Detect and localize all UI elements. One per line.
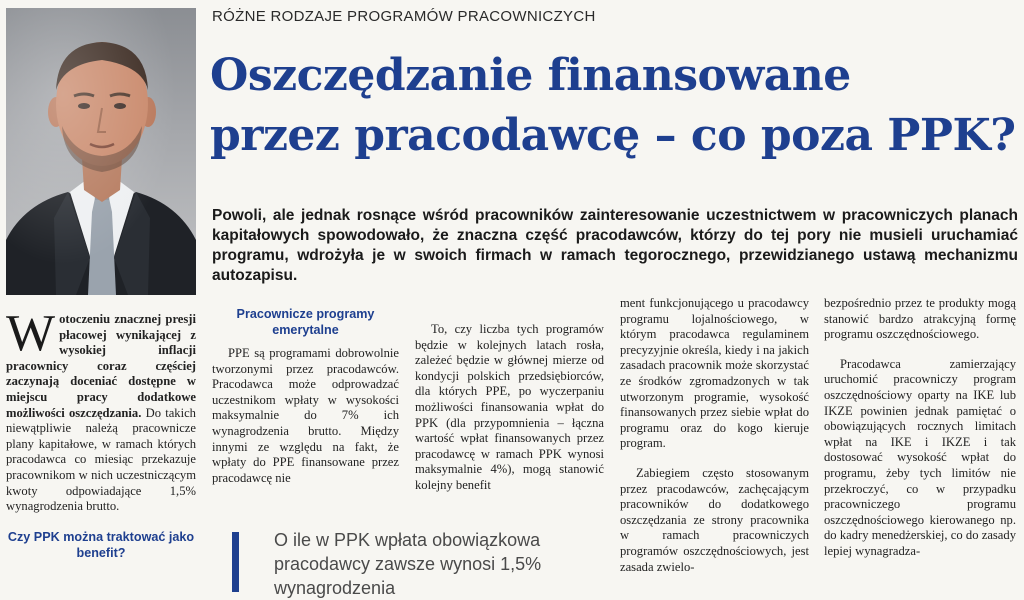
pull-quote — [232, 526, 604, 598]
author-photo — [6, 8, 196, 295]
section-kicker: RÓŻNE RODZAJE PROGRAMÓW PRACOWNICZYCH — [212, 8, 596, 25]
column-5-paragraph-2: Pracodawca zamierzający uruchomić pracowniczy program oszczędnościowy oparty na IKE lub IKZE powinien jednak pamiętać o obowiązujących rocznych limitach wpłat na IKE i IKZE i tak dostosować wysokość wpłat do programu, żeby tych limitów nie przekroczyć, co w przypadku pracowniczego programu oszczędnościowego kierowanego np. do kadry menedżerskiej, co do zasady lepiej wynagradza- — [824, 356, 1016, 558]
drop-cap: W — [6, 305, 56, 362]
column-4-paragraph-1: ment funkcjonującego u pracodawcy programu lojalnościowego, w którym pracodawca regulaminem precyzyjnie określa, kiedy i na jakich zasadach pracownik może skorzystać ze środków zgromadzonych w tak utworzonym programie, wysokość finansowanych przez siebie wpłat do programu oraz do kogo kieruje program. — [620, 296, 809, 451]
column-5 — [824, 296, 1016, 574]
column-4-paragraph-2: Zabiegiem często stosowanym przez pracodawców, zachęcającym pracowników do dodatkowego oszczędzania ze strony pracownika w ramach pracowniczych programów oszczędnościowych, jest zasada zwielo- — [620, 465, 809, 574]
column-3-paragraph-1: To, czy liczba tych programów będzie w kolejnych latach rosła, zależeć będzie w głównej mierze od kondycji polskich przedsiębiorców, dla których PPE, po wyczerpaniu możliwości finansowania wpłat do PPK (dla przypomnienia – łączna wartość wpłat finansowanych przez pracodawcę w ramach PPK wynosi maksymalnie 4%), mogą stanowić kolejny benefit — [415, 322, 604, 492]
subheading-ppk-benefit: Czy PPK można traktować jako benefit? — [7, 529, 195, 560]
subheading-ppe: Pracownicze programy emerytalne — [236, 307, 375, 337]
column-4 — [620, 296, 809, 589]
column-2 — [212, 306, 399, 500]
article-headline — [210, 46, 1022, 166]
headline-line-1: Oszczędzanie finansowane — [210, 50, 851, 101]
column-5-paragraph-1: bezpośrednio przez te produkty mogą stanowić bardzo atrakcyjną formę programu oszczędnościowego. — [824, 296, 1016, 342]
column-2-paragraph-1: PPE są programami dobrowolnie tworzonymi przez pracodawców. Pracodawca może odprowadzać uczestnikom wpłaty w wysokości maksymalnie do 7% ich wynagrodzenia brutto. Między innymi ze względu na fakt, że wpłaty do PPE finansowane przez pracodawcę nie — [212, 346, 399, 485]
pull-quote-text: O ile w PPK wpłata obowiązkowa pracodawcy zawsze wynosi 1,5% wynagrodzenia — [274, 530, 542, 598]
intro-bold-text: otoczeniu znacznej presji płacowej wynikającej z wysokiej inflacji pracownicy coraz częściej zaczynają doceniać dostępne w miejscu pracy dodatkowe możliwości oszczędzania. — [6, 312, 196, 420]
quote-accent-bar — [232, 532, 239, 592]
column-3 — [415, 322, 604, 508]
intro-paragraph — [6, 305, 196, 515]
headline-line-2: przez pracodawcę – co poza PPK? — [210, 110, 1016, 161]
intro-text: Do takich niewątpliwie należą pracownicze plany kapitałowe, w ramach których pracodawca co miesiąc przekazuje pracownikom w nich uczestniczącym kwoty odpowiadające 1,5% wynagrodzenia brutto. — [6, 405, 196, 514]
article-lead: Powoli, ale jednak rosnące wśród pracowników zainteresowanie uczestnictwem w pracowniczych planach kapitałowych spowodowało, że znaczna część pracodawców, którzy do tej pory nie musieli uruchamiać programu, wdrożyła je w swoich firmach w ramach tegorocznego, przewidzianego ustawą mechanizmu autozapisu. — [212, 207, 1018, 284]
column-1 — [6, 305, 196, 569]
